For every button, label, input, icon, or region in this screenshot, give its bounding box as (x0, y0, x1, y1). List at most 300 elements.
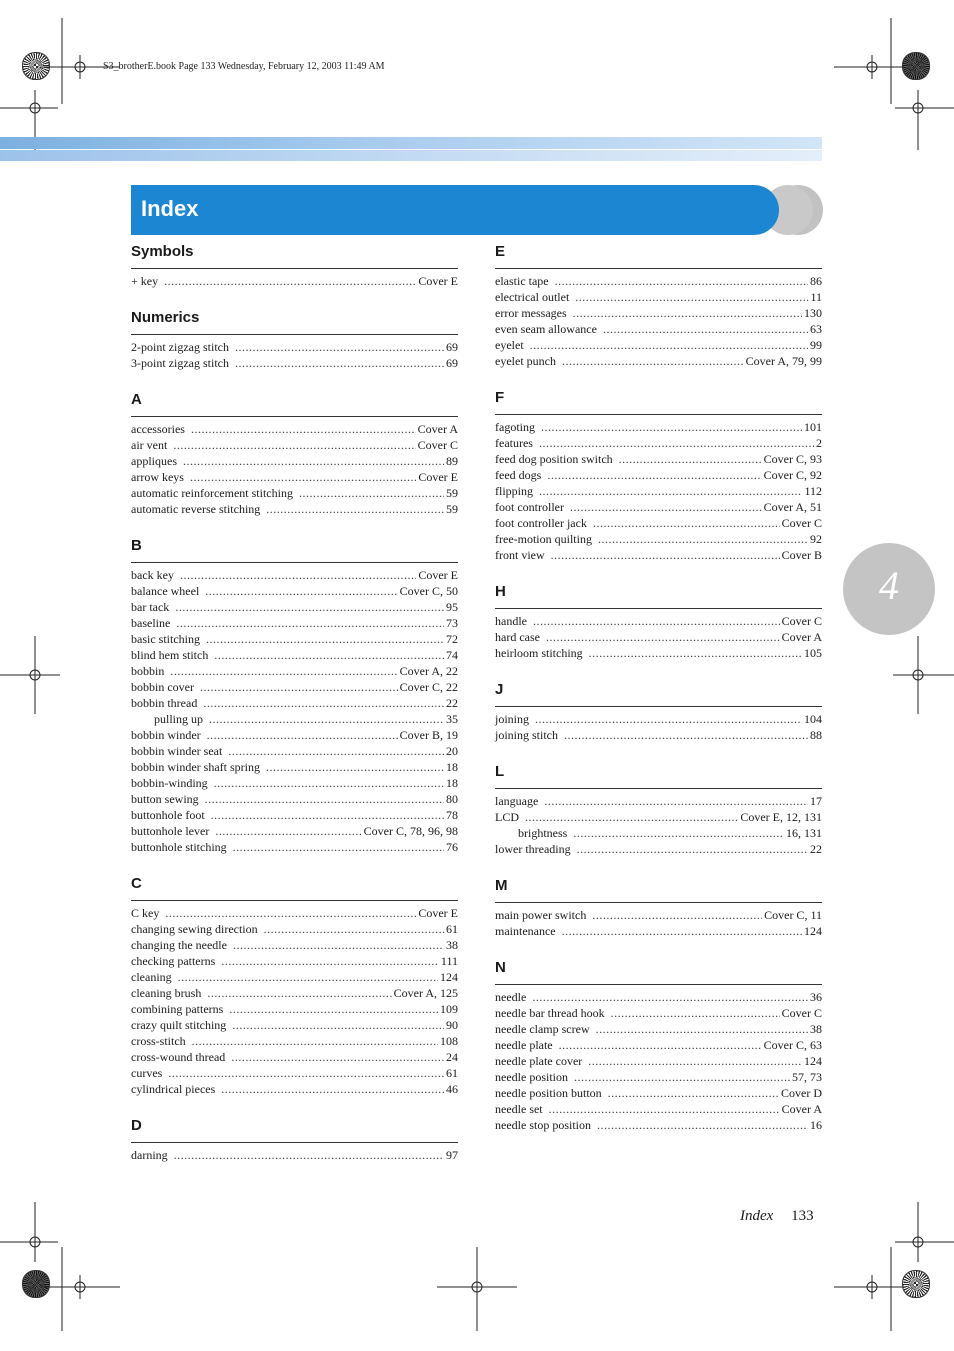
entry-term: heirloom stitching (495, 646, 583, 660)
index-entry (495, 989, 822, 1005)
entry-term: combining patterns (131, 1002, 224, 1016)
dot-leader (214, 775, 444, 791)
dot-leader (603, 321, 808, 337)
entry-page-ref: Cover C (781, 516, 822, 530)
dot-leader (598, 531, 808, 547)
dot-leader (183, 453, 444, 469)
entry-term: lower threading (495, 842, 571, 856)
entry-term: checking patterns (131, 954, 216, 968)
entry-page-ref: 35 (446, 712, 458, 726)
entry-page-ref: 72 (446, 632, 458, 646)
entry-term: needle position button (495, 1086, 602, 1100)
entry-page-ref: 59 (446, 502, 458, 516)
index-entry (131, 839, 458, 855)
dot-leader (532, 989, 808, 1005)
entry-page-ref: 22 (810, 842, 822, 856)
dot-leader (562, 923, 802, 939)
dot-leader (541, 419, 802, 435)
entry-page-ref: 90 (446, 1018, 458, 1032)
index-entry (495, 435, 822, 451)
index-entry (131, 501, 458, 517)
index-entry (495, 499, 822, 515)
dot-leader (559, 1037, 762, 1053)
index-section (495, 388, 822, 563)
entry-term: needle plate cover (495, 1054, 583, 1068)
index-entry (131, 969, 458, 985)
index-entry (131, 469, 458, 485)
index-entry (131, 437, 458, 453)
entry-page-ref: 63 (810, 322, 822, 336)
entry-term: cleaning brush (131, 986, 202, 1000)
index-section (495, 876, 822, 939)
entry-term: electrical outlet (495, 290, 570, 304)
entry-term: buttonhole stitching (131, 840, 227, 854)
entry-term: button sewing (131, 792, 199, 806)
index-entry (131, 743, 458, 759)
dot-leader (229, 1001, 438, 1017)
dot-leader (564, 727, 808, 743)
entry-term: free-motion quilting (495, 532, 592, 546)
dot-leader (608, 1085, 779, 1101)
entry-term: automatic reverse stitching (131, 502, 261, 516)
dot-leader (175, 599, 444, 615)
index-entry (131, 339, 458, 355)
dot-leader (174, 1147, 444, 1163)
entry-term: needle plate (495, 1038, 553, 1052)
index-section (495, 242, 822, 369)
entry-term: bobbin-winding (131, 776, 208, 790)
entry-term: C key (131, 906, 160, 920)
entry-page-ref: 105 (804, 646, 822, 660)
entry-page-ref: Cover E, 12, 131 (740, 810, 822, 824)
index-section (131, 242, 458, 289)
index-section (495, 762, 822, 857)
index-entry (495, 907, 822, 923)
index-entry (495, 841, 822, 857)
entry-page-ref: Cover D (781, 1086, 822, 1100)
entry-page-ref: 130 (804, 306, 822, 320)
entry-term: hard case (495, 630, 540, 644)
index-entry (495, 321, 822, 337)
index-section (131, 536, 458, 855)
dot-leader (209, 711, 444, 727)
entry-term: feed dog position switch (495, 452, 613, 466)
section-heading: N (495, 958, 822, 985)
entry-page-ref: 104 (804, 712, 822, 726)
index-entry (131, 421, 458, 437)
entry-term: needle set (495, 1102, 543, 1116)
index-section (131, 874, 458, 1097)
index-section (495, 958, 822, 1133)
index-entry (495, 711, 822, 727)
dot-leader (221, 953, 439, 969)
entry-page-ref: Cover C, 93 (763, 452, 822, 466)
entry-term: blind hem stitch (131, 648, 209, 662)
entry-page-ref: Cover A, 79, 99 (745, 354, 822, 368)
dot-leader (596, 1021, 808, 1037)
index-entry (495, 1021, 822, 1037)
entry-term: joining stitch (495, 728, 558, 742)
dot-leader (592, 907, 762, 923)
entry-term: + key (131, 274, 159, 288)
entry-page-ref: 99 (810, 338, 822, 352)
index-entry (495, 289, 822, 305)
entry-page-ref: 57, 73 (792, 1070, 822, 1084)
entry-term: curves (131, 1066, 163, 1080)
section-heading: Symbols (131, 242, 458, 269)
dot-leader (299, 485, 444, 501)
dot-leader (207, 727, 398, 743)
dot-leader (551, 547, 780, 563)
entry-page-ref: 59 (446, 486, 458, 500)
index-entry (131, 453, 458, 469)
entry-term: appliques (131, 454, 177, 468)
dot-leader (168, 1065, 444, 1081)
entry-page-ref: 61 (446, 1066, 458, 1080)
entry-term: needle position (495, 1070, 568, 1084)
entry-page-ref: 2 (816, 436, 822, 450)
dot-leader (228, 743, 444, 759)
entry-page-ref: 76 (446, 840, 458, 854)
entry-page-ref: Cover A, 125 (393, 986, 458, 1000)
index-entry (131, 775, 458, 791)
entry-term: error messages (495, 306, 567, 320)
dot-leader (533, 613, 780, 629)
section-heading: H (495, 582, 822, 609)
entry-term: foot controller jack (495, 516, 587, 530)
dot-leader (191, 421, 416, 437)
section-heading: M (495, 876, 822, 903)
dot-leader (206, 631, 444, 647)
index-entry (131, 1017, 458, 1033)
dot-leader (215, 823, 361, 839)
dot-leader (555, 273, 808, 289)
dot-leader (192, 1033, 438, 1049)
dot-leader (539, 435, 814, 451)
entry-page-ref: Cover A (781, 1102, 822, 1116)
entry-page-ref: 11 (810, 290, 822, 304)
entry-term: needle bar thread hook (495, 1006, 605, 1020)
dot-leader (593, 515, 780, 531)
index-entry (495, 923, 822, 939)
index-entry (495, 645, 822, 661)
entry-term: changing the needle (131, 938, 227, 952)
dot-leader (235, 355, 444, 371)
index-entry (131, 485, 458, 501)
entry-term: foot controller (495, 500, 564, 514)
dot-leader (530, 337, 808, 353)
entry-term: bar tack (131, 600, 170, 614)
section-heading: B (131, 536, 458, 563)
entry-term: pulling up (154, 712, 204, 726)
index-entry (495, 1117, 822, 1133)
entry-page-ref: Cover B (781, 548, 822, 562)
section-heading: J (495, 680, 822, 707)
dot-leader (200, 679, 398, 695)
dot-leader (549, 1101, 780, 1117)
index-entry (495, 337, 822, 353)
entry-page-ref: 111 (440, 954, 458, 968)
entry-term: features (495, 436, 533, 450)
dot-leader (266, 501, 444, 517)
index-subentry (131, 711, 458, 727)
index-entry (131, 1081, 458, 1097)
entry-page-ref: 124 (804, 1054, 822, 1068)
entry-page-ref: 16, 131 (786, 826, 822, 840)
entry-term: even seam allowance (495, 322, 597, 336)
dot-leader (546, 629, 780, 645)
dot-leader (575, 289, 808, 305)
entry-page-ref: Cover E (418, 274, 458, 288)
dot-leader (231, 1049, 444, 1065)
index-entry (131, 823, 458, 839)
dot-leader (539, 483, 802, 499)
dot-leader (207, 985, 391, 1001)
dot-leader (233, 839, 444, 855)
entry-page-ref: 46 (446, 1082, 458, 1096)
index-entry (495, 467, 822, 483)
entry-term: 3-point zigzag stitch (131, 356, 229, 370)
entry-term: bobbin cover (131, 680, 194, 694)
index-entry (131, 355, 458, 371)
index-entry (495, 273, 822, 289)
entry-page-ref: 69 (446, 340, 458, 354)
entry-term: air vent (131, 438, 168, 452)
index-entry (495, 1053, 822, 1069)
index-section (131, 308, 458, 371)
entry-term: handle (495, 614, 527, 628)
entry-page-ref: 92 (810, 532, 822, 546)
section-heading: A (131, 390, 458, 417)
entry-term: bobbin winder seat (131, 744, 223, 758)
entry-term: cleaning (131, 970, 172, 984)
index-column-left (131, 242, 458, 1182)
entry-term: cylindrical pieces (131, 1082, 216, 1096)
entry-term: bobbin thread (131, 696, 198, 710)
index-entry (131, 1065, 458, 1081)
index-entry (495, 629, 822, 645)
entry-page-ref: 124 (440, 970, 458, 984)
index-entry (495, 547, 822, 563)
entry-page-ref: 89 (446, 454, 458, 468)
entry-page-ref: Cover A, 22 (399, 664, 458, 678)
index-column-right (495, 242, 822, 1152)
index-entry (495, 515, 822, 531)
entry-term: fagoting (495, 420, 535, 434)
entry-term: arrow keys (131, 470, 184, 484)
section-heading: E (495, 242, 822, 269)
header-band-bottom (0, 150, 822, 161)
index-entry (495, 1069, 822, 1085)
index-entry (131, 921, 458, 937)
index-entry (495, 419, 822, 435)
entry-page-ref: 38 (810, 1022, 822, 1036)
dot-leader (264, 921, 444, 937)
entry-page-ref: 16 (810, 1118, 822, 1132)
entry-page-ref: Cover A, 51 (763, 500, 822, 514)
entry-term: bobbin winder (131, 728, 201, 742)
entry-term: changing sewing direction (131, 922, 258, 936)
dot-leader (211, 807, 444, 823)
page-footer (740, 1208, 814, 1225)
section-heading: Numerics (131, 308, 458, 335)
dot-leader (165, 905, 416, 921)
entry-page-ref: 97 (446, 1148, 458, 1162)
header-band-top (0, 137, 822, 149)
index-entry (495, 793, 822, 809)
dot-leader (180, 567, 416, 583)
index-entry (131, 905, 458, 921)
dot-leader (205, 791, 444, 807)
index-entry (131, 937, 458, 953)
entry-page-ref: Cover C (781, 1006, 822, 1020)
index-entry (131, 599, 458, 615)
title-banner (131, 185, 823, 235)
entry-page-ref: 109 (440, 1002, 458, 1016)
entry-term: eyelet (495, 338, 524, 352)
entry-term: bobbin (131, 664, 165, 678)
entry-page-ref: 18 (446, 760, 458, 774)
entry-term: buttonhole lever (131, 824, 210, 838)
entry-term: front view (495, 548, 545, 562)
chapter-tab (843, 543, 935, 635)
entry-page-ref: 73 (446, 616, 458, 630)
index-entry (495, 727, 822, 743)
entry-term: brightness (518, 826, 568, 840)
index-entry (131, 273, 458, 289)
entry-page-ref: 124 (804, 924, 822, 938)
index-entry (131, 1033, 458, 1049)
index-entry (131, 695, 458, 711)
entry-term: eyelet punch (495, 354, 556, 368)
entry-term: darning (131, 1148, 168, 1162)
dot-leader (597, 1117, 808, 1133)
entry-term: flipping (495, 484, 533, 498)
page-title: Index (141, 196, 199, 221)
dot-leader (173, 437, 415, 453)
dot-leader (573, 305, 802, 321)
entry-page-ref: Cover B, 19 (399, 728, 458, 742)
dot-leader (570, 499, 762, 515)
entry-page-ref: 88 (810, 728, 822, 742)
entry-page-ref: 112 (804, 484, 822, 498)
entry-term: buttonhole foot (131, 808, 205, 822)
index-section (495, 680, 822, 743)
entry-term: cross-stitch (131, 1034, 186, 1048)
index-entry (131, 1049, 458, 1065)
entry-page-ref: Cover E (418, 906, 458, 920)
dot-leader (589, 645, 802, 661)
entry-term: 2-point zigzag stitch (131, 340, 229, 354)
index-entry (131, 663, 458, 679)
entry-term: automatic reinforcement stitching (131, 486, 293, 500)
entry-page-ref: 78 (446, 808, 458, 822)
print-header: S3_brotherE.book Page 133 Wednesday, February 12, 2003 11:49 AM (103, 61, 385, 72)
entry-page-ref: Cover A (417, 422, 458, 436)
index-entry (131, 953, 458, 969)
entry-page-ref: Cover C, 11 (764, 908, 822, 922)
index-entry (495, 1005, 822, 1021)
entry-page-ref: Cover C, 78, 96, 98 (363, 824, 458, 838)
entry-page-ref: 86 (810, 274, 822, 288)
chapter-number: 4 (879, 563, 899, 608)
dot-leader (203, 695, 444, 711)
entry-term: balance wheel (131, 584, 200, 598)
entry-page-ref: Cover E (418, 568, 458, 582)
entry-page-ref: Cover A (781, 630, 822, 644)
dot-leader (190, 469, 416, 485)
dot-leader (176, 615, 444, 631)
index-entry (131, 631, 458, 647)
entry-term: crazy quilt stitching (131, 1018, 227, 1032)
entry-term: feed dogs (495, 468, 542, 482)
dot-leader (214, 647, 444, 663)
index-entry (131, 615, 458, 631)
entry-page-ref: Cover C (417, 438, 458, 452)
entry-page-ref: 74 (446, 648, 458, 662)
index-entry (131, 727, 458, 743)
index-entry (131, 1001, 458, 1017)
entry-page-ref: Cover C, 92 (763, 468, 822, 482)
entry-page-ref: 108 (440, 1034, 458, 1048)
dot-leader (170, 663, 397, 679)
index-entry (131, 1147, 458, 1163)
entry-term: baseline (131, 616, 171, 630)
index-entry (131, 807, 458, 823)
index-section (495, 582, 822, 661)
entry-page-ref: 101 (804, 420, 822, 434)
index-entry (495, 1101, 822, 1117)
dot-leader (178, 969, 438, 985)
entry-page-ref: Cover C, 22 (399, 680, 458, 694)
dot-leader (588, 1053, 802, 1069)
dot-leader (535, 711, 802, 727)
dot-leader (205, 583, 397, 599)
dot-leader (232, 1017, 444, 1033)
index-entry (495, 451, 822, 467)
entry-term: LCD (495, 810, 519, 824)
index-entry (495, 531, 822, 547)
dot-leader (164, 273, 416, 289)
index-entry (495, 1037, 822, 1053)
dot-leader (266, 759, 444, 775)
index-entry (495, 809, 822, 825)
section-heading: D (131, 1116, 458, 1143)
entry-page-ref: 18 (446, 776, 458, 790)
entry-page-ref: Cover C, 50 (399, 584, 458, 598)
entry-page-ref: 80 (446, 792, 458, 806)
entry-term: maintenance (495, 924, 556, 938)
index-entry (131, 791, 458, 807)
entry-page-ref: Cover C, 63 (763, 1038, 822, 1052)
dot-leader (577, 841, 808, 857)
index-entry (131, 679, 458, 695)
index-entry (495, 353, 822, 369)
section-heading: C (131, 874, 458, 901)
index-entry (131, 647, 458, 663)
dot-leader (573, 825, 784, 841)
entry-page-ref: 20 (446, 744, 458, 758)
entry-term: needle stop position (495, 1118, 591, 1132)
index-entry (131, 567, 458, 583)
entry-term: main power switch (495, 908, 587, 922)
section-heading: F (495, 388, 822, 415)
banner-bar (131, 185, 779, 235)
index-section (131, 390, 458, 517)
dot-leader (562, 353, 744, 369)
entry-term: needle (495, 990, 527, 1004)
entry-term: language (495, 794, 539, 808)
